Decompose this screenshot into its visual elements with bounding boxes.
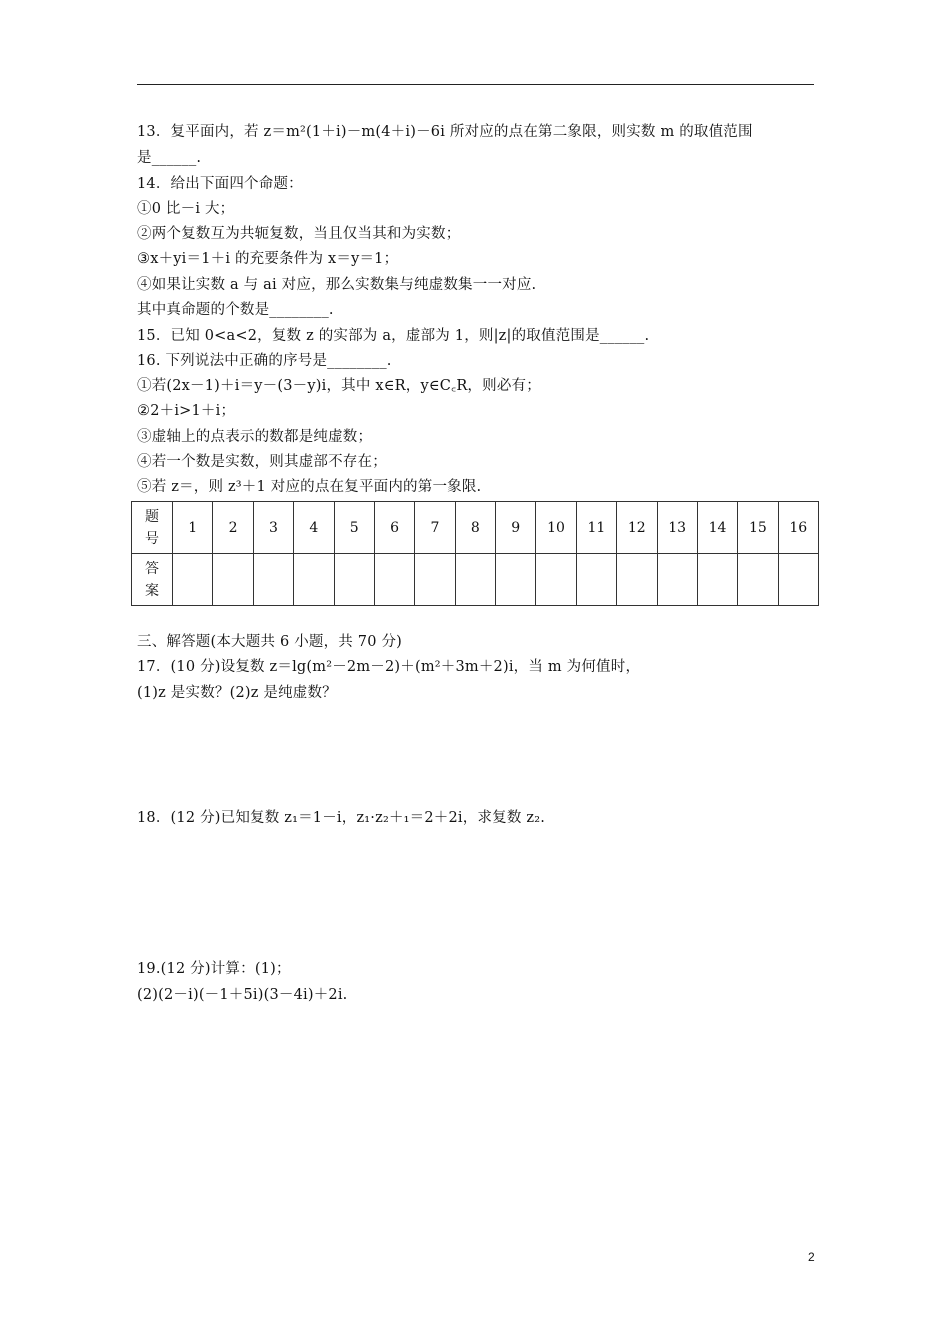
q14-item-3: ③x＋yi＝1＋i 的充要条件为 x＝y＝1； (137, 251, 399, 267)
answer-cell[interactable] (455, 554, 495, 606)
number-cell: 7 (415, 502, 455, 554)
number-cell: 4 (294, 502, 334, 554)
q18: 18．(12 分)已知复数 z₁＝1－i，z₁·z₂＋₁＝2＋2i，求复数 z₂. (137, 810, 546, 826)
q14-item-1: ①0 比－i 大； (137, 201, 235, 217)
q13-line1: 13．复平面内，若 z＝m²(1＋i)－m(4＋i)－6i 所对应的点在第二象限，则实数 m 的取值范围 (137, 124, 753, 140)
number-cell: 1 (173, 502, 213, 554)
q14-title: 14．给出下面四个命题： (137, 176, 303, 192)
q17-line2: (1)z 是实数？(2)z 是纯虚数？ (137, 685, 337, 701)
answer-header-cell: 答 案 (132, 554, 173, 606)
answer-cell[interactable] (536, 554, 576, 606)
q16-item-5: ⑤若 z＝，则 z³＋1 对应的点在复平面内的第一象限. (137, 479, 482, 495)
answer-cell[interactable] (778, 554, 818, 606)
answer-cell[interactable] (657, 554, 697, 606)
answer-cell[interactable] (173, 554, 213, 606)
section3-heading: 三、解答题(本大题共 6 小题，共 70 分) (137, 634, 403, 650)
number-cell: 5 (334, 502, 374, 554)
answer-cell[interactable] (334, 554, 374, 606)
number-cell: 12 (617, 502, 657, 554)
number-cell: 6 (374, 502, 414, 554)
answer-cell[interactable] (617, 554, 657, 606)
answer-cell[interactable] (374, 554, 414, 606)
q16-item-4: ④若一个数是实数，则其虚部不存在； (137, 454, 387, 470)
q15: 15．已知 0<a<2，复数 z 的实部为 a，虚部为 1，则|z|的取值范围是______. (137, 328, 650, 344)
answer-cell[interactable] (253, 554, 293, 606)
q16-item-1: ①若(2x－1)＋i＝y－(3－y)i，其中 x∈R，y∈C꜀R，则必有； (137, 378, 541, 394)
number-cell: 3 (253, 502, 293, 554)
number-cell: 8 (455, 502, 495, 554)
q13-line2: 是______. (137, 150, 202, 166)
q19-line1: 19.(12 分)计算：(1)； (137, 961, 291, 977)
answer-cell[interactable] (576, 554, 616, 606)
q16-item-3: ③虚轴上的点表示的数都是纯虚数； (137, 429, 373, 445)
header-rule (137, 84, 814, 85)
answer-table (131, 501, 819, 606)
answer-cell[interactable] (697, 554, 737, 606)
answer-cell[interactable] (213, 554, 253, 606)
q14-item-2: ②两个复数互为共轭复数，当且仅当其和为实数； (137, 226, 461, 242)
answer-cell[interactable] (738, 554, 778, 606)
number-cell: 2 (213, 502, 253, 554)
q14-item-4: ④如果让实数 a 与 ai 对应，那么实数集与纯虚数集一一对应. (137, 277, 537, 293)
q16-item-2: ②2＋i>1＋i； (137, 403, 236, 419)
q16-title: 16. 下列说法中正确的序号是________. (137, 353, 392, 369)
number-cell: 13 (657, 502, 697, 554)
answer-cell[interactable] (415, 554, 455, 606)
number-cell: 16 (778, 502, 818, 554)
number-cell: 14 (697, 502, 737, 554)
answer-cell[interactable] (496, 554, 536, 606)
number-cell: 15 (738, 502, 778, 554)
answer-table-number-row (132, 502, 819, 554)
number-cell: 10 (536, 502, 576, 554)
q19-line2: (2)(2－i)(－1＋5i)(3－4i)＋2i. (137, 987, 348, 1003)
answer-cell[interactable] (294, 554, 334, 606)
answer-table-answer-row (132, 554, 819, 606)
number-cell: 9 (496, 502, 536, 554)
number-cell: 11 (576, 502, 616, 554)
q14-tail: 其中真命题的个数是________. (137, 302, 334, 318)
q17-line1: 17．(10 分)设复数 z＝lg(m²－2m－2)＋(m²＋3m＋2)i，当 m 为何值时， (137, 659, 641, 675)
page-number: 2 (808, 1250, 815, 1264)
number-header-cell: 题 号 (132, 502, 173, 554)
